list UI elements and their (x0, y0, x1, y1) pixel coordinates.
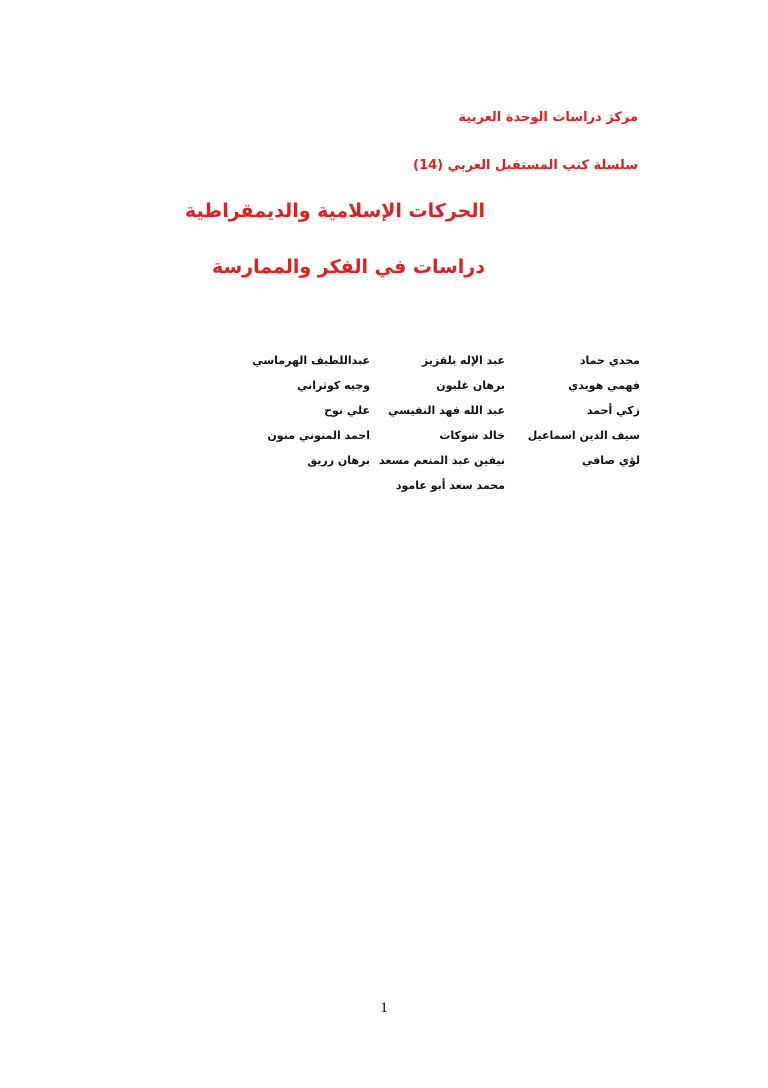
author-name: فهمي هويدي (568, 379, 640, 392)
author-name: زكي أحمد (586, 404, 640, 417)
empty-cell (505, 473, 640, 498)
series-title: سلسلة كتب المستقبل العربي (14) (413, 158, 638, 173)
author-name: احمد المنوني منون (267, 429, 370, 442)
author-name: برهان غليون (436, 379, 505, 392)
author-name: عبد الله فهد النفيسي (388, 404, 505, 417)
author-name: علي نوح (324, 404, 370, 417)
author-name: برهان زريق (307, 454, 370, 467)
book-title: الحركات الإسلامية والديمقراطية (185, 200, 485, 222)
author-name: لؤي صافي (581, 454, 640, 467)
author-name: نيفين عبد المنعم مسعد (379, 454, 505, 467)
author-name: عبد الإله بلقزيز (421, 354, 505, 367)
book-subtitle: دراسات في الفكر والممارسة (211, 256, 485, 278)
author-name: خالد شوكات (439, 429, 505, 442)
author-name: محمد سعد أبو عامود (395, 479, 505, 492)
author-name: وجيه كوثراني (296, 379, 370, 392)
author-name: سيف الدين اسماعيل (527, 429, 640, 442)
empty-cell (240, 473, 370, 498)
page-number: 1 (380, 1000, 388, 1016)
author-name: مجدي حماد (579, 354, 640, 367)
author-name: عبداللطيف الهرماسي (252, 354, 370, 367)
publisher-name: مركز دراسات الوحدة العربية (458, 110, 638, 125)
author-list (240, 348, 640, 498)
